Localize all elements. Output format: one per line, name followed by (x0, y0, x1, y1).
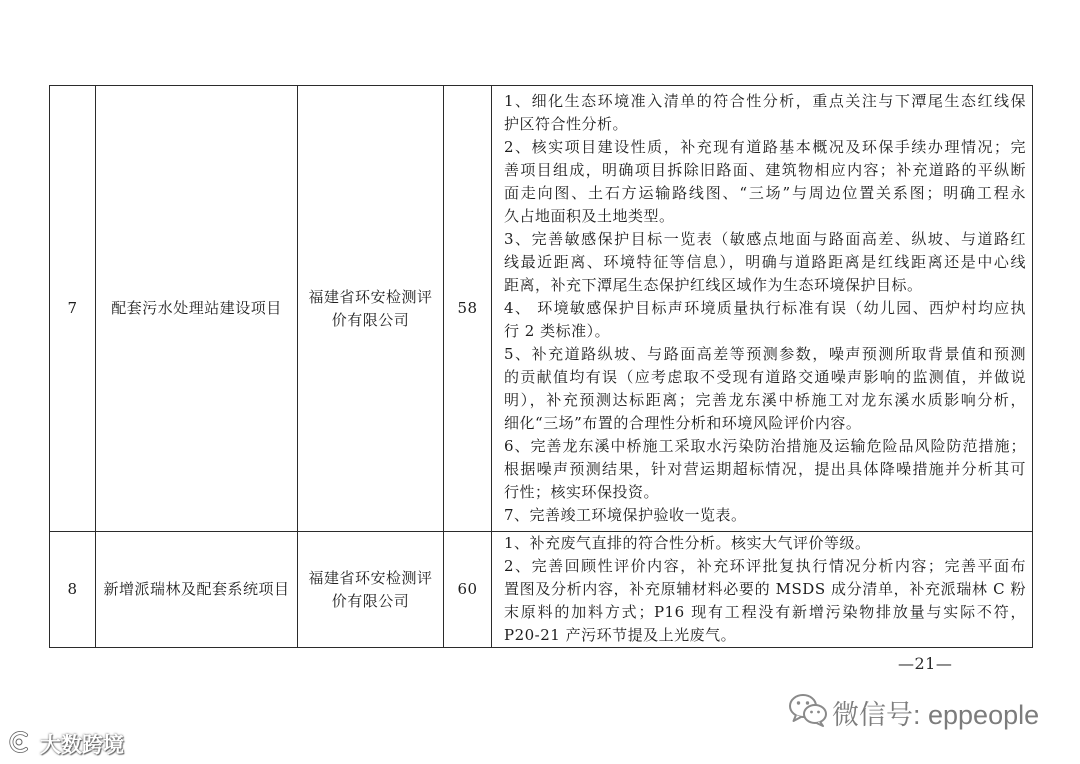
comment-line: 1、补充废气直排的符合性分析。核实大气评价等级。 (504, 534, 871, 552)
comment-line: 细化“三场”布置的合理性分析和环境风险评价内容。 (504, 414, 862, 432)
row-index-text: 7 (67, 299, 78, 317)
company-cell (298, 532, 444, 648)
watermark-text: 微信号: eppeople (832, 699, 1040, 730)
comment-line: 5、补充道路纵坡、与路面高差等预测参数，噪声预测所取背景值和预测 (504, 345, 1026, 363)
logo-text: 大数跨境 (40, 733, 124, 757)
project-name: 配套污水处理站建设项目 (111, 299, 282, 317)
logo-icon (6, 730, 34, 758)
score-cell (444, 86, 492, 532)
comment-line: 末原料的加料方式；P16 现有工程没有新增污染物排放量与实际不符， (504, 603, 1026, 621)
company-name-line: 价有限公司 (331, 310, 410, 329)
comment-line: 3、完善敏感保护目标一览表（敏感点地面与路面高差、纵坡、与道路红 (504, 230, 1026, 248)
company-cell (298, 86, 444, 532)
comment-line: 面走向图、土石方运输路线图、“三场”与周边位置关系图；明确工程永 (504, 184, 1026, 202)
comment-line: 善项目组成，明确项目拆除旧路面、建筑物相应内容；补充道路的平纵断 (504, 161, 1026, 179)
comments-cell (492, 86, 1033, 532)
comment-line: 明），补充预测达标距离；完善龙东溪中桥施工对龙东溪水质影响分析， (504, 391, 1026, 409)
comment-line: 2、核实项目建设性质，补充现有道路基本概况及环保手续办理情况；完 (504, 138, 1026, 156)
project-name-cell (96, 86, 298, 532)
review-table (49, 85, 1033, 648)
comment-line: P20-21 产污环节提及上光废气。 (504, 626, 737, 644)
company-name-line: 价有限公司 (331, 591, 410, 610)
comment-line: 2、完善回顾性评价内容，补充环评批复执行情况分析内容；完善平面布 (504, 557, 1026, 575)
page-number: —21— (898, 654, 953, 673)
row-index (50, 532, 96, 648)
row-index-text: 8 (67, 580, 78, 598)
comment-line: 的贡献值均有误（应考虑取不受现有道路交通噪声影响的监测值，并做说 (504, 368, 1026, 386)
comment-line: 6、完善龙东溪中桥施工采取水污染防治措施及运输危险品风险防范措施； (504, 437, 1026, 455)
wechat-watermark (788, 694, 1039, 730)
project-name-cell (96, 532, 298, 648)
comments-cell (492, 532, 1033, 648)
comment-line: 行 2 类标准）。 (504, 322, 611, 340)
comment-line: 久占地面积及土地类型。 (504, 207, 675, 225)
company-name-line: 福建省环安检测评 (308, 287, 433, 306)
brand-logo (6, 731, 124, 757)
comment-line: 行性；核实环保投资。 (504, 483, 660, 501)
project-name: 新增派瑞林及配套系统项目 (103, 580, 290, 598)
comment-line: 根据噪声预测结果，针对营运期超标情况，提出具体降噪措施并分析其可 (504, 460, 1026, 478)
comment-line: 1、细化生态环境准入清单的符合性分析，重点关注与下潭尾生态红线保 (504, 92, 1026, 110)
row-index (50, 86, 96, 532)
comment-line: 7、完善竣工环境保护验收一览表。 (504, 506, 747, 524)
comment-line: 距离，补充下潭尾生态保护红线区域作为生态环境保护目标。 (504, 276, 923, 294)
comment-line: 线最近距离、环境特征等信息），明确与道路距离是红线距离还是中心线 (504, 253, 1026, 271)
comment-line: 护区符合性分析。 (504, 115, 629, 133)
comment-line: 置图及分析内容，补充原辅材料必要的 MSDS 成分清单，补充派瑞林 C 粉 (504, 580, 1026, 598)
table-row (50, 532, 1033, 648)
score: 60 (457, 580, 478, 598)
score: 58 (457, 299, 478, 317)
company-name-line: 福建省环安检测评 (308, 568, 433, 587)
table-row (50, 86, 1033, 532)
comment-line: 4、 环境敏感保护目标声环境质量执行标准有误（幼儿园、西炉村均应执 (504, 299, 1026, 317)
score-cell (444, 532, 492, 648)
wechat-icon (788, 693, 828, 731)
